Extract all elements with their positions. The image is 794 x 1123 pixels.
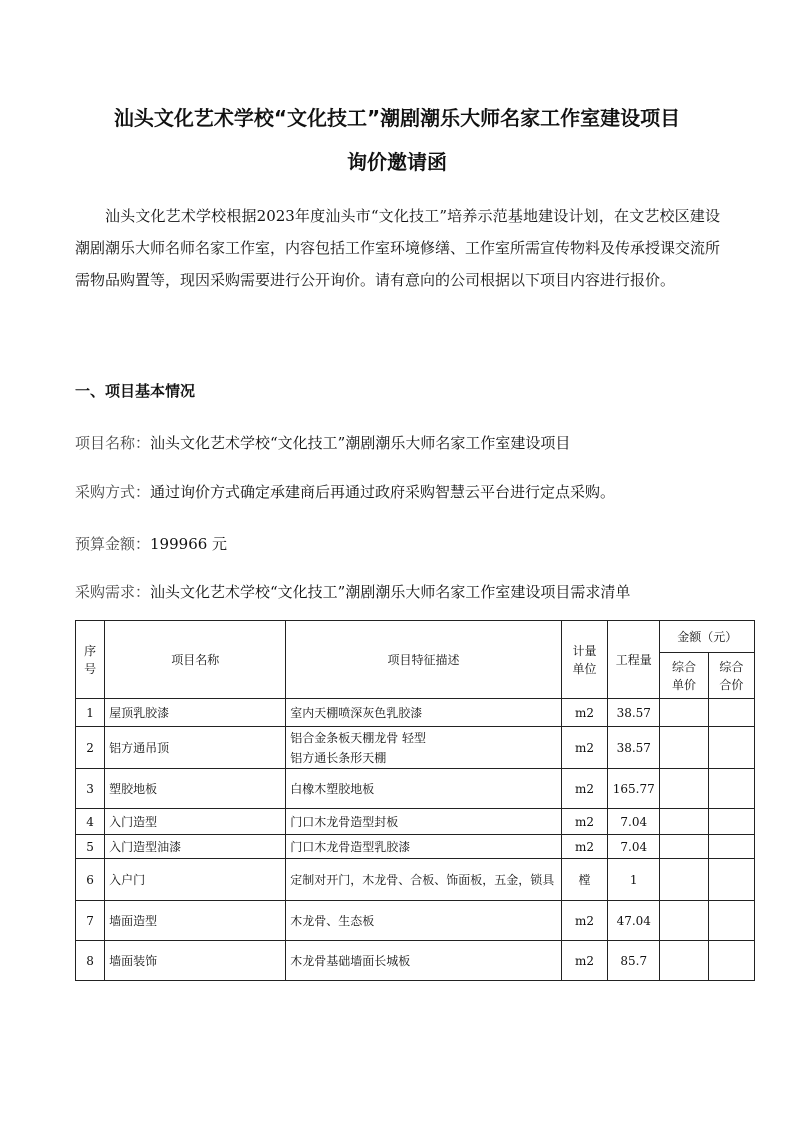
document-title-line2: 询价邀请函 bbox=[347, 150, 447, 174]
field-project-name bbox=[75, 432, 570, 453]
cell-unit-price bbox=[660, 809, 708, 835]
cell-no: 7 bbox=[76, 901, 105, 941]
table-row bbox=[76, 809, 755, 835]
cell-name: 入门造型油漆 bbox=[105, 835, 286, 859]
cell-qty: 47.04 bbox=[608, 901, 660, 941]
table-row bbox=[76, 769, 755, 809]
cell-qty: 165.77 bbox=[608, 769, 660, 809]
field-value: 199966 元 bbox=[150, 535, 228, 553]
cell-unit: m2 bbox=[561, 727, 607, 769]
cell-qty: 7.04 bbox=[608, 835, 660, 859]
cell-no: 6 bbox=[76, 859, 105, 901]
header-quantity: 工程量 bbox=[608, 621, 660, 699]
cell-desc: 定制对开门，木龙骨、合板、饰面板，五金，锁具 bbox=[286, 859, 562, 901]
cell-unit: m2 bbox=[561, 809, 607, 835]
cell-no: 4 bbox=[76, 809, 105, 835]
cell-qty: 1 bbox=[608, 859, 660, 901]
cell-name: 墙面造型 bbox=[105, 901, 286, 941]
cell-unit: m2 bbox=[561, 699, 607, 727]
cell-unit-price bbox=[660, 859, 708, 901]
cell-desc: 门口木龙骨造型乳胶漆 bbox=[286, 835, 562, 859]
cell-total-price bbox=[708, 769, 754, 809]
cell-name: 屋顶乳胶漆 bbox=[105, 699, 286, 727]
field-value: 汕头文化艺术学校“文化技工”潮剧潮乐大师名家工作室建设项目 bbox=[150, 434, 571, 452]
cell-no: 3 bbox=[76, 769, 105, 809]
field-value: 汕头文化艺术学校“文化技工”潮剧潮乐大师名家工作室建设项目需求清单 bbox=[150, 583, 631, 601]
cell-total-price bbox=[708, 859, 754, 901]
table-row bbox=[76, 941, 755, 981]
header-item-name: 项目名称 bbox=[105, 621, 286, 699]
cell-name: 入户门 bbox=[105, 859, 286, 901]
field-label: 采购方式： bbox=[75, 483, 151, 501]
table-row bbox=[76, 859, 755, 901]
cell-desc: 木龙骨、生态板 bbox=[286, 901, 562, 941]
header-total-price: 综合合价 bbox=[708, 653, 754, 699]
cell-no: 5 bbox=[76, 835, 105, 859]
cell-total-price bbox=[708, 727, 754, 769]
cell-unit: m2 bbox=[561, 769, 607, 809]
cell-unit: m2 bbox=[561, 941, 607, 981]
field-label: 项目名称： bbox=[75, 434, 151, 452]
field-value: 通过询价方式确定承建商后再通过政府采购智慧云平台进行定点采购。 bbox=[150, 483, 616, 501]
section-heading-basic-info: 一、项目基本情况 bbox=[75, 382, 196, 400]
cell-name: 塑胶地板 bbox=[105, 769, 286, 809]
requirements-table bbox=[75, 620, 755, 981]
cell-name: 入门造型 bbox=[105, 809, 286, 835]
field-label: 预算金额： bbox=[75, 535, 151, 553]
cell-no: 1 bbox=[76, 699, 105, 727]
field-label: 采购需求： bbox=[75, 583, 151, 601]
cell-name: 墙面装饰 bbox=[105, 941, 286, 981]
header-unit-price: 综合单价 bbox=[660, 653, 708, 699]
cell-unit-price bbox=[660, 941, 708, 981]
cell-qty: 38.57 bbox=[608, 727, 660, 769]
cell-unit-price bbox=[660, 835, 708, 859]
cell-unit: 樘 bbox=[561, 859, 607, 901]
field-requirements bbox=[75, 581, 630, 602]
cell-desc: 室内天棚喷深灰色乳胶漆 bbox=[286, 699, 562, 727]
cell-desc: 木龙骨基础墙面长城板 bbox=[286, 941, 562, 981]
cell-total-price bbox=[708, 901, 754, 941]
cell-desc: 门口木龙骨造型封板 bbox=[286, 809, 562, 835]
cell-no: 8 bbox=[76, 941, 105, 981]
cell-unit-price bbox=[660, 699, 708, 727]
cell-unit-price bbox=[660, 901, 708, 941]
cell-desc: 白橡木塑胶地板 bbox=[286, 769, 562, 809]
table-row bbox=[76, 727, 755, 769]
field-budget bbox=[75, 533, 227, 554]
cell-unit-price bbox=[660, 727, 708, 769]
table-row bbox=[76, 901, 755, 941]
header-description: 项目特征描述 bbox=[286, 621, 562, 699]
cell-unit: m2 bbox=[561, 901, 607, 941]
cell-name: 铝方通吊顶 bbox=[105, 727, 286, 769]
cell-unit-price bbox=[660, 769, 708, 809]
cell-qty: 7.04 bbox=[608, 809, 660, 835]
document-title-line1: 汕头文化艺术学校“文化技工”潮剧潮乐大师名家工作室建设项目 bbox=[113, 106, 681, 130]
cell-qty: 38.57 bbox=[608, 699, 660, 727]
header-no: 序号 bbox=[76, 621, 105, 699]
cell-total-price bbox=[708, 941, 754, 981]
cell-total-price bbox=[708, 835, 754, 859]
cell-no: 2 bbox=[76, 727, 105, 769]
cell-total-price bbox=[708, 809, 754, 835]
table-row bbox=[76, 699, 755, 727]
cell-total-price bbox=[708, 699, 754, 727]
table-row bbox=[76, 835, 755, 859]
header-amount: 金额（元） bbox=[660, 621, 755, 653]
cell-unit: m2 bbox=[561, 835, 607, 859]
cell-qty: 85.7 bbox=[608, 941, 660, 981]
cell-desc: 铝合金条板天棚龙骨 轻型 铝方通长条形天棚 bbox=[286, 727, 562, 769]
field-procurement-method bbox=[75, 481, 615, 502]
header-unit: 计量单位 bbox=[561, 621, 607, 699]
intro-paragraph: 汕头文化艺术学校根据2023年度汕头市“文化技工”培养示范基地建设计划，在文艺校区建设潮剧潮乐大师名师名家工作室，内容包括工作室环境修缮、工作室所需宣传物料及传承授课交流所需物品购置等，现因采购需要进行公开询价。请有意向的公司根据以下项目内容进行报价。 bbox=[75, 207, 721, 289]
